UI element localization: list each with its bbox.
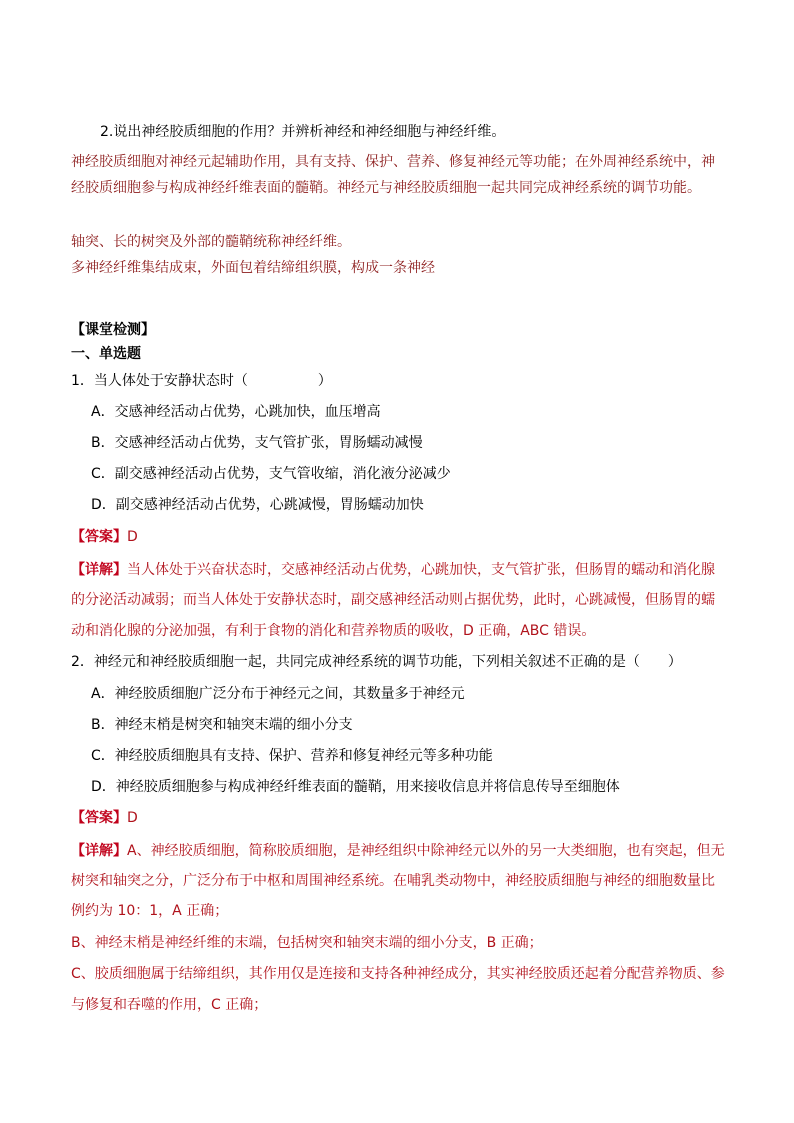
q2-detail-line: C、胶质细胞属于结缔组织，其作用仅是连接和支持各种神经成分，其实神经胶质还起着分配营养物质、参 (71, 966, 725, 982)
q1-option-b: B．交感神经活动占优势，支气管扩张，胃肠蠕动减慢 (91, 435, 423, 451)
q2-option-b: B．神经末梢是树突和轴突末端的细小分支 (91, 717, 353, 733)
q2-option-a: A．神经胶质细胞广泛分布于神经元之间，其数量多于神经元 (91, 686, 465, 702)
intro-paragraph-line: 经胶质细胞参与构成神经纤维表面的髓鞘。神经元与神经胶质细胞一起共同完成神经系统的调节功能。 (71, 180, 701, 196)
q2-detail-line: 与修复和吞噬的作用，C 正确； (71, 997, 268, 1013)
q1-stem: 1．当人体处于安静状态时（ ） (71, 373, 332, 389)
q1-detail-line: 动和消化腺的分泌加强，有利于食物的消化和营养物质的吸收，D 正确，ABC 错误。 (71, 623, 596, 639)
answer-value: D (127, 529, 138, 545)
q2-answer (71, 808, 724, 828)
section-heading: 【课堂检测】 (71, 322, 155, 338)
intro-paragraph-line: 轴突、长的树突及外部的髓鞘统称神经纤维。 (71, 234, 351, 250)
q2-option-c: C．神经胶质细胞具有支持、保护、营养和修复神经元等多种功能 (91, 748, 493, 764)
answer-value: D (127, 810, 138, 826)
q2-detail-line: 树突和轴突之分，广泛分布于中枢和周围神经系统。在哺乳类动物中，神经胶质细胞与神经的细胞数量比 (71, 873, 715, 889)
q1-option-c: C．副交感神经活动占优势，支气管收缩，消化液分泌减少 (91, 466, 451, 482)
detail-tag: 【详解】 (71, 843, 127, 859)
q2-option-d: D．神经胶质细胞参与构成神经纤维表面的髓鞘，用来接收信息并将信息传导至细胞体 (91, 779, 620, 795)
detail-tag: 【详解】 (71, 562, 127, 578)
q2-detail-line: 例约为 10：1，A 正确； (71, 903, 229, 919)
intro-paragraph-line: 神经胶质细胞对神经元起辅助作用，具有支持、保护、营养、修复神经元等功能；在外周神经系统中，神 (71, 154, 715, 170)
q2-detail-line: B、神经末梢是神经纤维的末端，包括树突和轴突末端的细小分支，B 正确； (71, 935, 543, 951)
intro-paragraph-line: 多神经纤维集结成束，外面包着结缔组织膜，构成一条神经 (71, 260, 435, 276)
detail-text: 当人体处于兴奋状态时，交感神经活动占优势，心跳加快，支气管扩张，但肠胃的蠕动和消化腺 (127, 562, 715, 578)
intro-question: 2.说出神经胶质细胞的作用？并辨析神经和神经细胞与神经纤维。 (100, 124, 506, 140)
q1-detail-line (71, 560, 724, 580)
q2-stem: 2．神经元和神经胶质细胞一起，共同完成神经系统的调节功能，下列相关叙述不正确的是（ ） (71, 654, 682, 670)
answer-tag: 【答案】 (71, 810, 127, 826)
q2-detail-line (71, 841, 724, 861)
q1-detail-line: 的分泌活动减弱；而当人体处于安静状态时，副交感神经活动则占据优势，此时，心跳减慢，但肠胃的蠕 (71, 592, 715, 608)
section-subheading: 一、单选题 (71, 346, 141, 362)
q1-option-d: D．副交感神经活动占优势，心跳减慢，胃肠蠕动加快 (91, 497, 424, 513)
answer-tag: 【答案】 (71, 529, 127, 545)
detail-text: A、神经胶质细胞，简称胶质细胞，是神经组织中除神经元以外的另一大类细胞，也有突起，但无 (127, 843, 725, 859)
q1-answer (71, 527, 724, 547)
q1-option-a: A．交感神经活动占优势，心跳加快，血压增高 (91, 404, 381, 420)
